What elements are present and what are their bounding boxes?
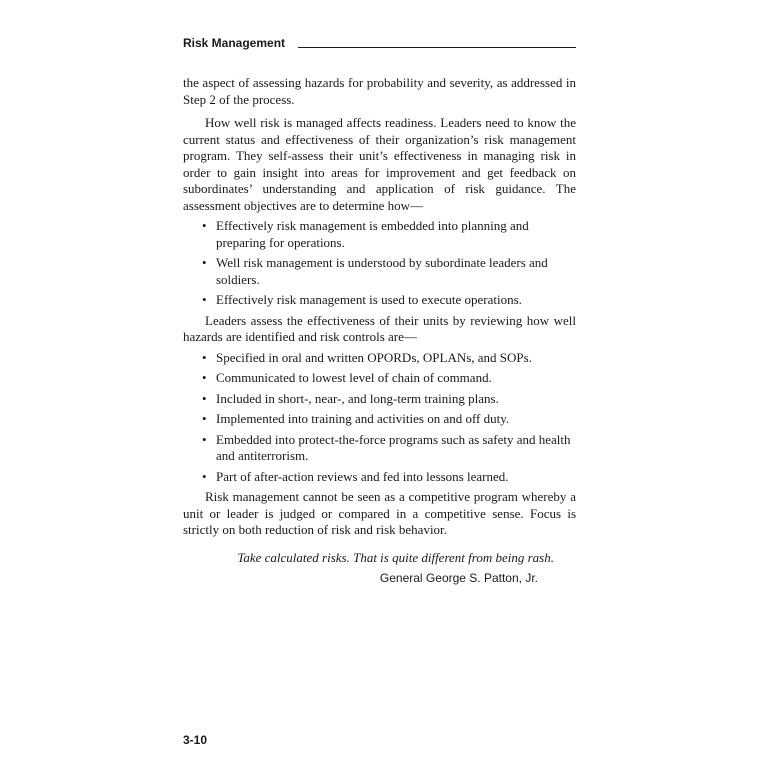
paragraph-readiness: How well risk is managed affects readiness. Leaders need to know the current status and effectiveness of their organization’s risk management program. They self-assess their unit’s effectiveness in managing risk in order to gain insight into areas for improvement and get feedback on subordinates’ understanding and application of risk guidance. The assessment objectives are to determine how— (183, 115, 576, 213)
bullet-marker: • (202, 218, 207, 233)
list-item (183, 350, 576, 367)
list-item (183, 370, 576, 387)
header-rule (298, 47, 576, 48)
list-item-text: Effectively risk management is embedded into planning and preparing for operations. (216, 218, 529, 250)
quote-attribution: General George S. Patton, Jr. (379, 571, 538, 585)
bullet-marker: • (202, 255, 207, 270)
bullet-marker: • (202, 431, 207, 447)
bullet-marker: • (202, 349, 207, 365)
paragraph-assess-units: Leaders assess the effectiveness of their units by reviewing how well hazards are identified and risk controls are— (183, 312, 576, 344)
list-item-text: Embedded into protect-the-force programs such as safety and health and antiterrorism. (216, 431, 571, 463)
bullet-marker: • (202, 292, 207, 307)
list-item (183, 469, 576, 486)
quote-text: Take calculated risks. That is quite different from being rash. (237, 549, 554, 565)
list-item-text: Implemented into training and activities on and off duty. (216, 411, 510, 426)
bullet-marker: • (202, 411, 207, 426)
list-item (183, 391, 576, 408)
page-number: 3-10 (183, 733, 208, 747)
risk-controls-list (183, 350, 576, 486)
list-item-text: Communicated to lowest level of chain of command. (216, 370, 492, 385)
bullet-marker: • (202, 390, 207, 406)
list-item (183, 432, 576, 465)
page-content (183, 75, 576, 586)
list-item (183, 292, 576, 309)
list-item (183, 255, 576, 288)
paragraph-continuation: the aspect of assessing hazards for probability and severity, as addressed in Step 2 of the process. (183, 75, 576, 107)
list-item-text: Well risk management is understood by subordinate leaders and soldiers. (216, 255, 548, 287)
list-item-text: Specified in oral and written OPORDs, OPLANs, and SOPs. (216, 349, 532, 365)
paragraph-competitive: Risk management cannot be seen as a competitive program whereby a unit or leader is judged or compared in a competitive sense. Focus is strictly on both reduction of risk and risk behavior. (183, 489, 576, 537)
running-header (183, 36, 576, 50)
assessment-objectives-list (183, 218, 576, 309)
list-item-text: Included in short-, near-, and long-term training plans. (216, 390, 499, 406)
bullet-marker: • (202, 370, 207, 385)
bullet-marker: • (202, 468, 207, 484)
list-item-text: Part of after-action reviews and fed into lessons learned. (216, 468, 509, 484)
list-item (183, 218, 576, 251)
list-item-text: Effectively risk management is used to execute operations. (216, 292, 522, 307)
header-title: Risk Management (183, 36, 286, 50)
list-item (183, 411, 576, 428)
